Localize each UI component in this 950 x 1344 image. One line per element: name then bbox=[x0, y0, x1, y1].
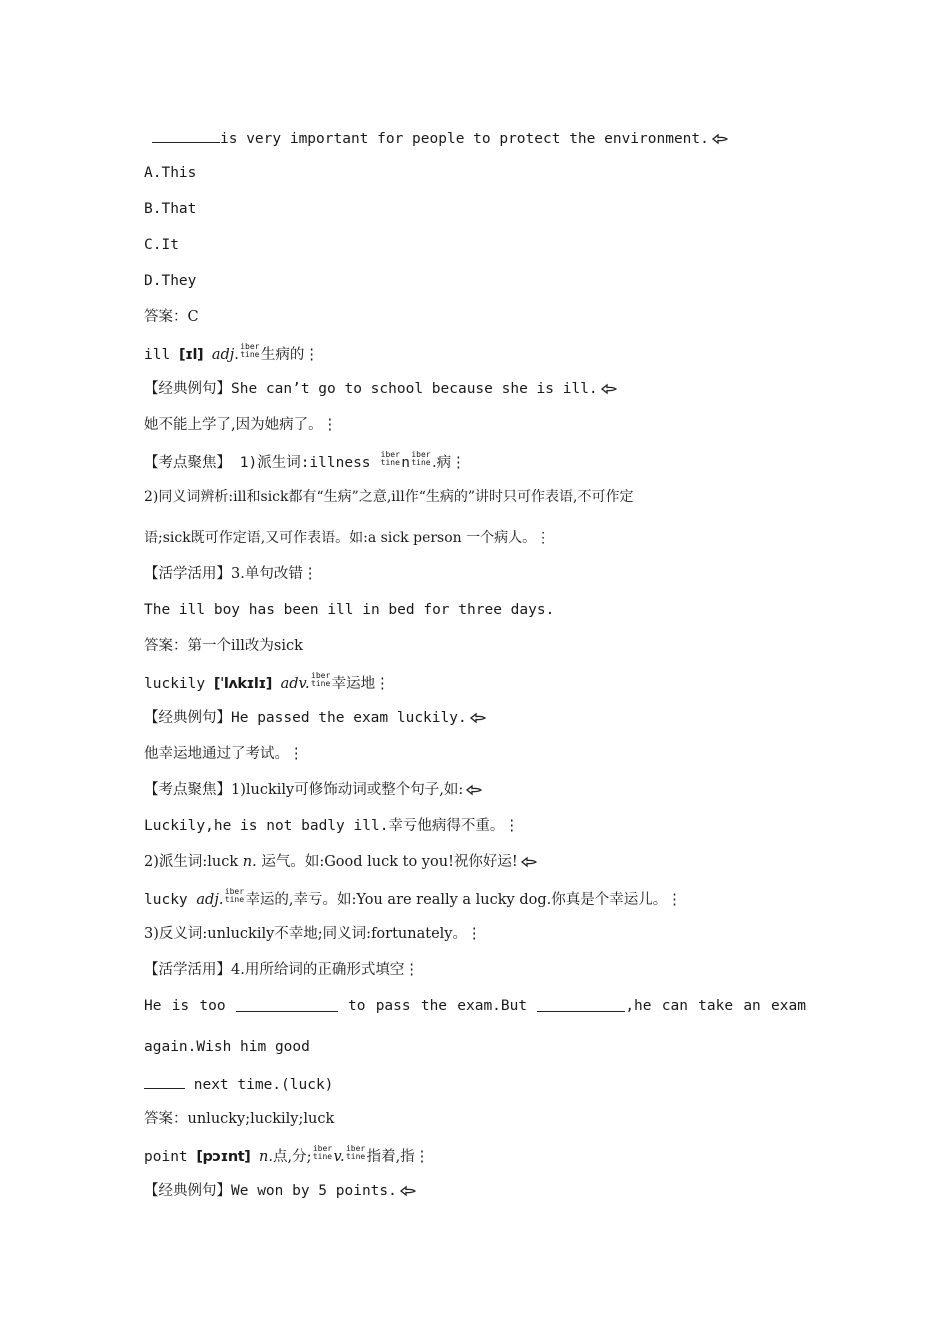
phonetic: [pɔɪnt] bbox=[196, 1149, 251, 1165]
question-stem: is very important for people to protect the environment. bbox=[144, 127, 809, 151]
return-arrow-icon bbox=[600, 381, 618, 401]
focus-line-2: 2)派生词:luck n. 运气。如:Good luck to you!祝你好运! bbox=[144, 852, 809, 874]
return-arrow-icon bbox=[465, 782, 483, 802]
practice-heading: 【活学活用】4.用所给词的正确形式填空⋮ bbox=[144, 962, 419, 978]
example-line: 【经典例句】She can’t go to school because she is ill. bbox=[144, 379, 809, 401]
superscript-mark: iber tine bbox=[345, 1144, 366, 1161]
fill-blank-line-3: next time.(luck) bbox=[144, 1073, 809, 1095]
superscript-mark: iber tine bbox=[311, 671, 331, 688]
example-line: 【经典例句】We won by 5 points. bbox=[144, 1181, 809, 1203]
practice-heading: 【活学活用】3.单句改错⋮ bbox=[144, 566, 318, 582]
superscript-mark: iber tine bbox=[240, 342, 260, 359]
option-b: B.That bbox=[144, 201, 197, 217]
answer-line: 答案：C bbox=[144, 309, 199, 325]
focus-example: Luckily,he is not badly ill.幸亏他病得不重。⋮ bbox=[144, 818, 519, 834]
fill-blank-line: He is too to pass the exam.But ,he can take an exam bbox=[144, 998, 806, 1014]
example-line: 【经典例句】He passed the exam luckily. bbox=[144, 708, 809, 730]
focus-line: 【考点聚焦】 1)派生词:illness iber tine n iber tine .病⋮ bbox=[144, 450, 466, 471]
focus-line-2c: lucky adj. iber tine 幸运的,幸亏。如:You are really a lucky dog.你真是个幸运儿。⋮ bbox=[144, 887, 682, 908]
option-c: C.It bbox=[144, 237, 179, 253]
superscript-mark: iber tine bbox=[312, 1144, 333, 1161]
phonetic: [ɪl] bbox=[178, 347, 204, 363]
answer-blank bbox=[236, 996, 338, 1012]
focus-line-3: 3)反义词:unluckily不幸地;同义词:fortunately。⋮ bbox=[144, 926, 482, 942]
answer-blank bbox=[537, 996, 625, 1012]
focus-line-2b: 语;sick既可作定语,又可作表语。如:a sick person 一个病人。⋮ bbox=[144, 530, 551, 546]
return-arrow-icon bbox=[399, 1183, 417, 1203]
option-d: D.They bbox=[144, 273, 197, 289]
translation-line: 他幸运地通过了考试。⋮ bbox=[144, 746, 304, 762]
answer-blank bbox=[144, 1073, 185, 1089]
return-arrow-icon bbox=[520, 854, 538, 874]
vocab-entry-luckily: luckily [ˈlʌkɪlɪ] adv. iber tine 幸运地⋮ bbox=[144, 671, 390, 692]
superscript-mark: iber tine bbox=[224, 887, 245, 904]
superscript-mark: iber tine bbox=[380, 450, 400, 467]
vocab-entry-ill: ill [ɪl] adj. iber tine 生病的⋮ bbox=[144, 342, 319, 363]
focus-line-2a: 2)同义词辨析:ill和sick都有“生病”之意,ill作“生病的”讲时只可作表语,不可作定 bbox=[144, 489, 634, 505]
option-a: A.This bbox=[144, 165, 197, 181]
phonetic: [ˈlʌkɪlɪ] bbox=[213, 676, 272, 692]
answer-blank bbox=[152, 127, 220, 143]
focus-line: 【考点聚焦】1)luckily可修饰动词或整个句子,如: bbox=[144, 780, 809, 802]
answer-line: 答案：unlucky;luckily;luck bbox=[144, 1111, 335, 1127]
translation-line: 她不能上学了,因为她病了。⋮ bbox=[144, 417, 338, 433]
fill-blank-line-2: again.Wish him good bbox=[144, 1039, 310, 1055]
practice-sentence: The ill boy has been ill in bed for three days. bbox=[144, 602, 555, 618]
return-arrow-icon bbox=[469, 710, 487, 730]
answer-line: 答案：第一个ill改为sick bbox=[144, 638, 303, 654]
superscript-mark: iber tine bbox=[411, 450, 431, 467]
vocab-entry-point: point [pɔɪnt] n.点,分; iber tine v. iber tine 指着,指⋮ bbox=[144, 1144, 430, 1165]
return-arrow-icon bbox=[711, 131, 729, 151]
